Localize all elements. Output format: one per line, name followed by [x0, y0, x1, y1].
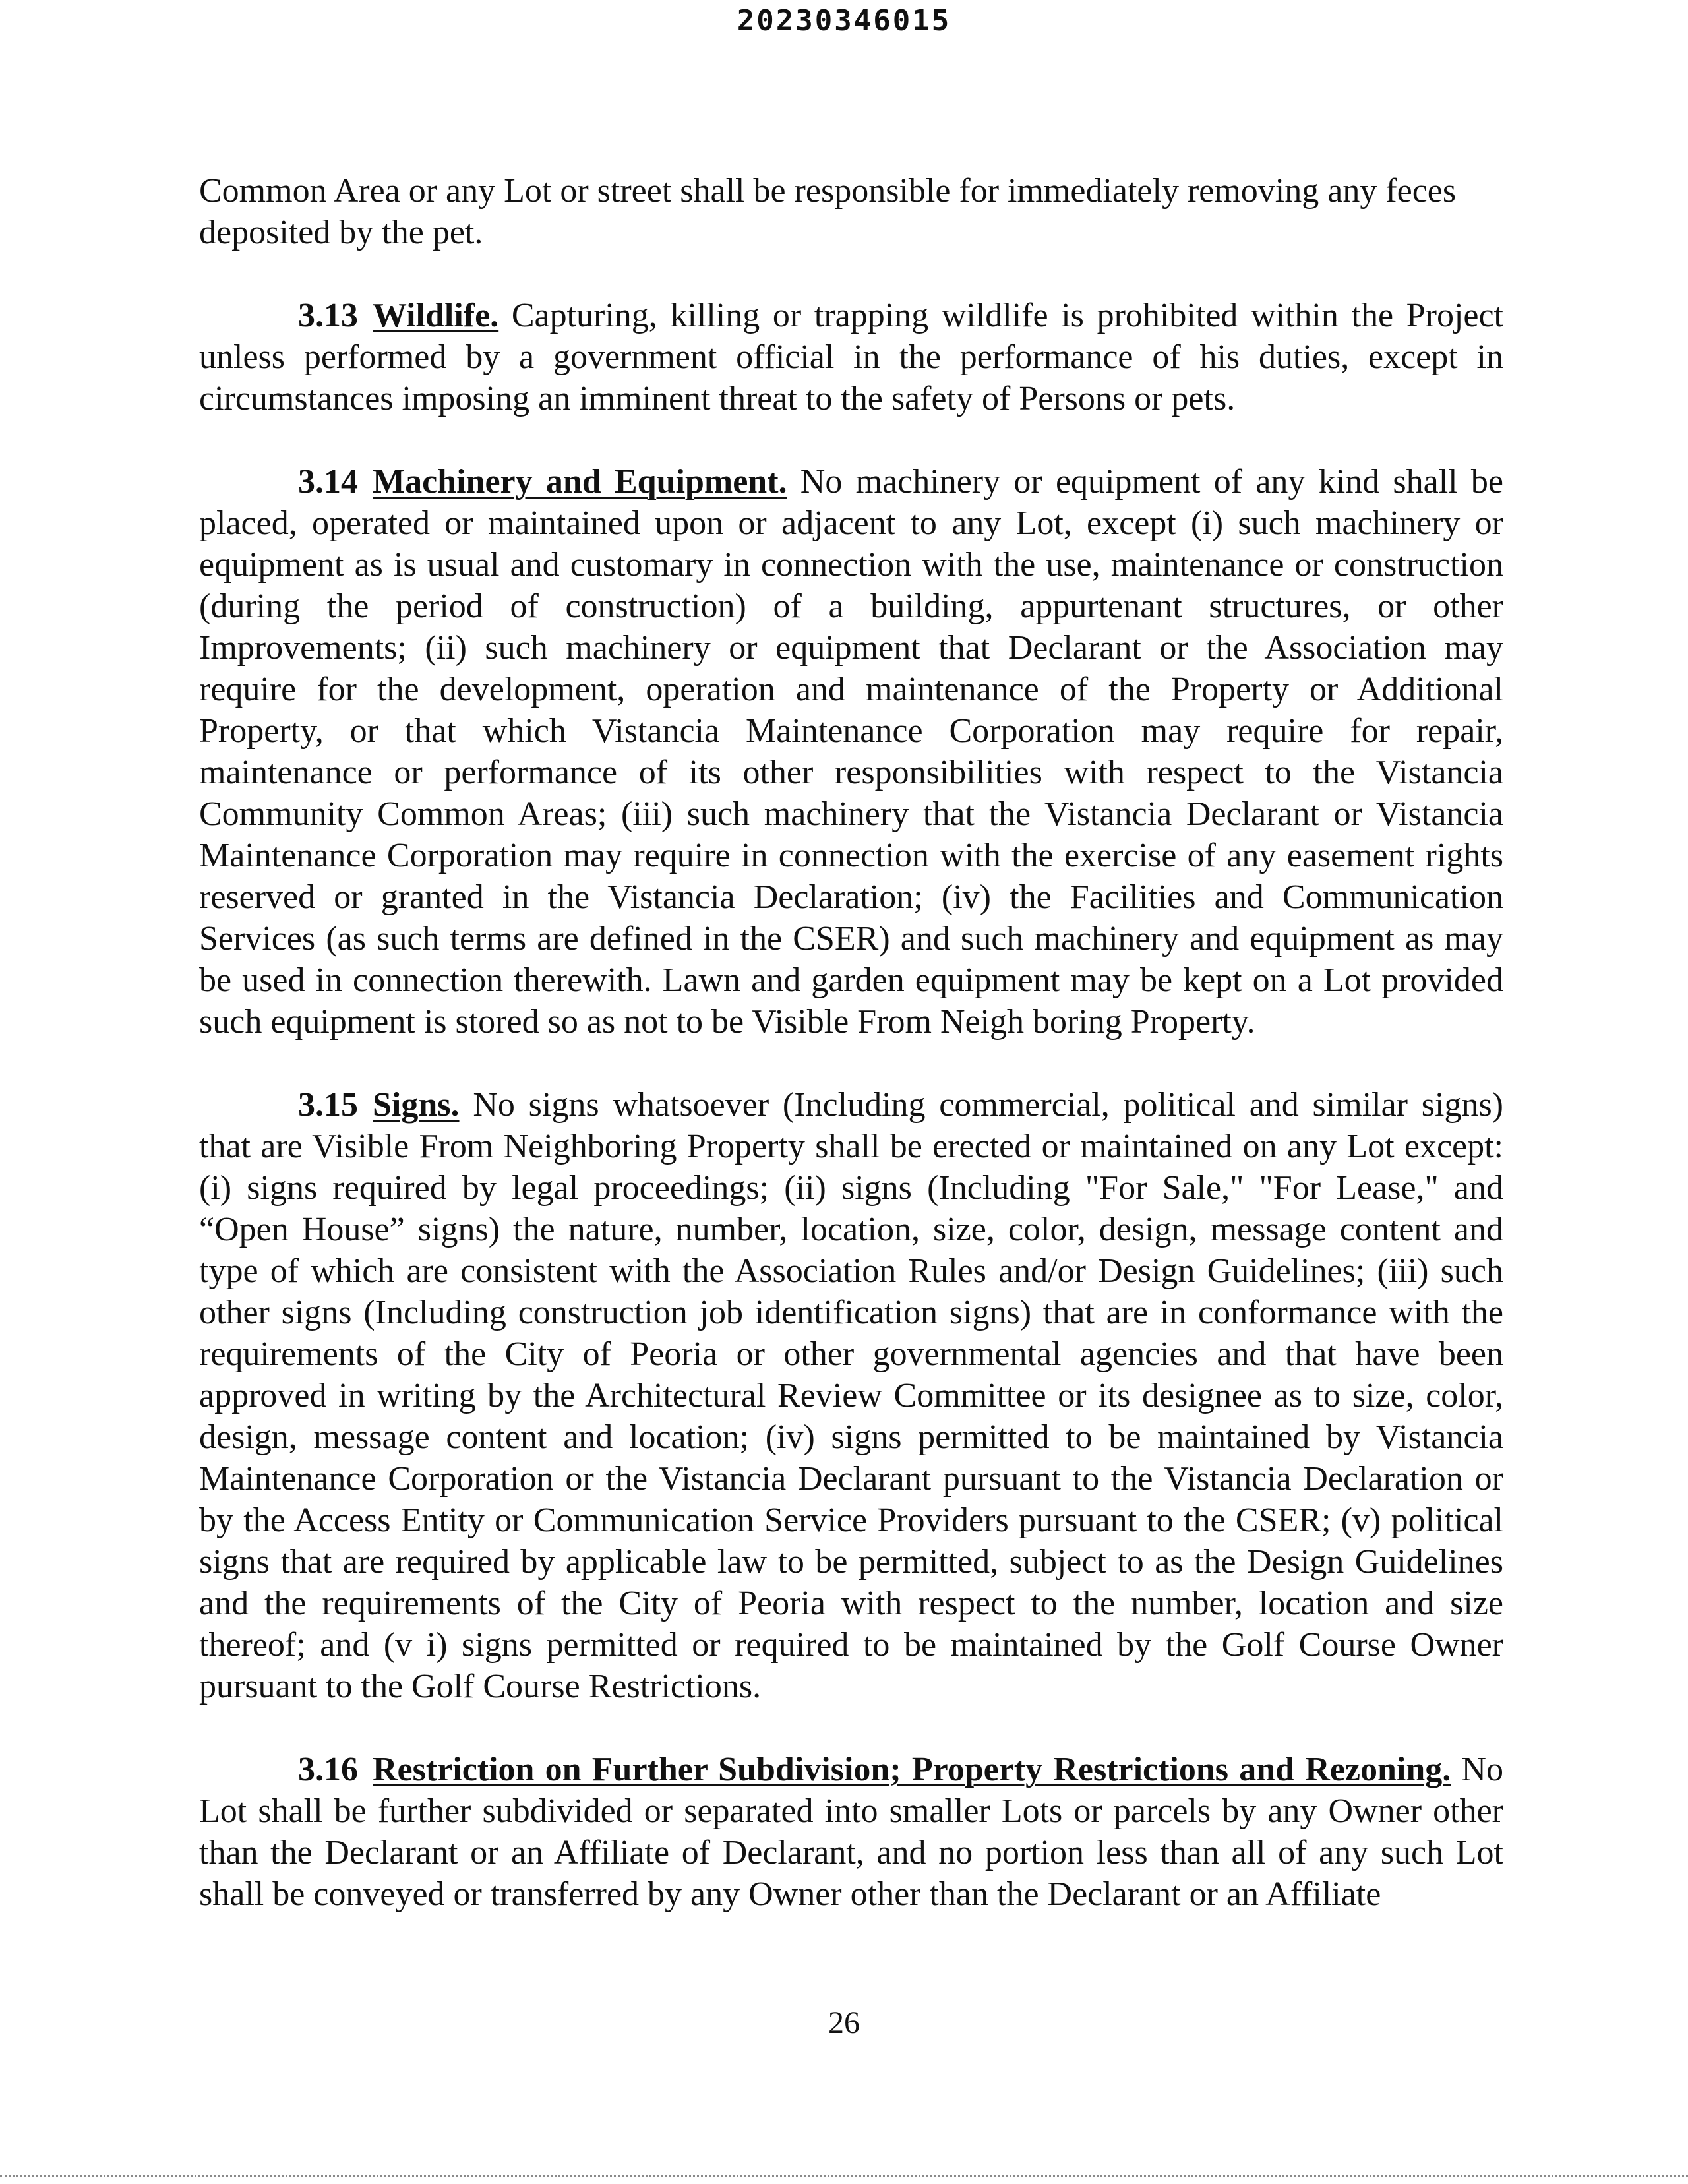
section-3-16-paragraph — [199, 1749, 1503, 1915]
section-body-text: No machinery or equipment of any kind shall be placed, operated or maintained upon or adjacent to any Lot, except (i) such machinery or equipment as is usual and customary in connection with the use, maintenance or construction (during the period of construction) of a building, appurtenant structures, or other Improvements; (ii) such machinery or equipment that Declarant or the Association may require for the development, operation and maintenance of the Property or Additional Property, or that which Vistancia Maintenance Corporation may require for repair, maintenance or performance of its other responsibilities with respect to the Vistancia Community Common Areas; (iii) such machinery that the Vistancia Declarant or Vistancia Maintenance Corporation may require in connection with the exercise of any easement rights reserved or granted in the Vistancia Declaration; (iv) the Facilities and Communication Services (as such terms are defined in the CSER) and such machinery and equipment as may be used in connection therewith. Lawn and garden equipment may be kept on a Lot provided such equipment is stored so as not to be Visible From Neigh boring Property. — [199, 463, 1503, 1041]
section-number: 3.13 — [298, 297, 358, 334]
continuation-paragraph: Common Area or any Lot or street shall be responsible for immediately removing any feces deposited by the pet. — [199, 172, 1457, 251]
section-body-text: No signs whatsoever (Including commercial, political and similar signs) that are Visible From Neighboring Property shall be erected or maintained on any Lot except: (i) signs required by legal proceedings; (ii) signs (Including "For Sale," "For Lease," and “Open House” signs) the nature, number, location, size, color, design, message content and type of which are consistent with the Association Rules and/or Design Guidelines; (iii) such other signs (Including construction job identification signs) that are in conformance with the requirements of the City of Peoria or other governmental agencies and that have been approved in writing by the Architectural Review Committee or its designee as to size, color, design, message content and location; (iv) signs permitted to be maintained by Vistancia Maintenance Corporation or the Vistancia Declarant pursuant to the Vistancia Declaration or by the Access Entity or Communication Service Providers pursuant to the CSER; (v) political signs that are required by applicable law to be permitted, subject to as the Design Guidelines and the requirements of the City of Peoria with respect to the number, location and size thereof; and (v i) signs permitted or required to be maintained by the Golf Course Owner pursuant to the Golf Course Restrictions. — [199, 1086, 1503, 1705]
section-title-signs: Signs. — [373, 1086, 460, 1124]
section-3-13-paragraph — [199, 295, 1503, 419]
document-number: 20230346015 — [737, 4, 951, 38]
page-number: 26 — [828, 2005, 860, 2040]
section-title-subdivision: Restriction on Further Subdivision; Property Restrictions and Rezoning. — [373, 1751, 1451, 1788]
section-number: 3.15 — [298, 1086, 358, 1124]
section-body-text: No Lot shall be further subdivided or separated into smaller Lots or parcels by any Owner other than the Declarant or an Affiliate of Declarant, and no portion less than all of any such Lot shall be conveyed or transferred by any Owner other than the Declarant or an Affiliate — [199, 1751, 1503, 1913]
section-title-machinery: Machinery and Equipment. — [373, 463, 787, 501]
section-3-15-paragraph — [199, 1084, 1503, 1707]
section-body-text: Capturing, killing or trapping wildlife is prohibited within the Project unless performed by a government official in the performance of his duties, except in circumstances imposing an imminent threat to the safety of Persons or pets. — [199, 297, 1503, 417]
section-title-wildlife: Wildlife. — [373, 297, 499, 334]
scan-edge-divider — [0, 2175, 1688, 2177]
page-body — [199, 170, 1503, 1957]
section-number: 3.16 — [298, 1751, 358, 1788]
section-3-14-paragraph — [199, 461, 1503, 1043]
section-number: 3.14 — [298, 463, 358, 501]
